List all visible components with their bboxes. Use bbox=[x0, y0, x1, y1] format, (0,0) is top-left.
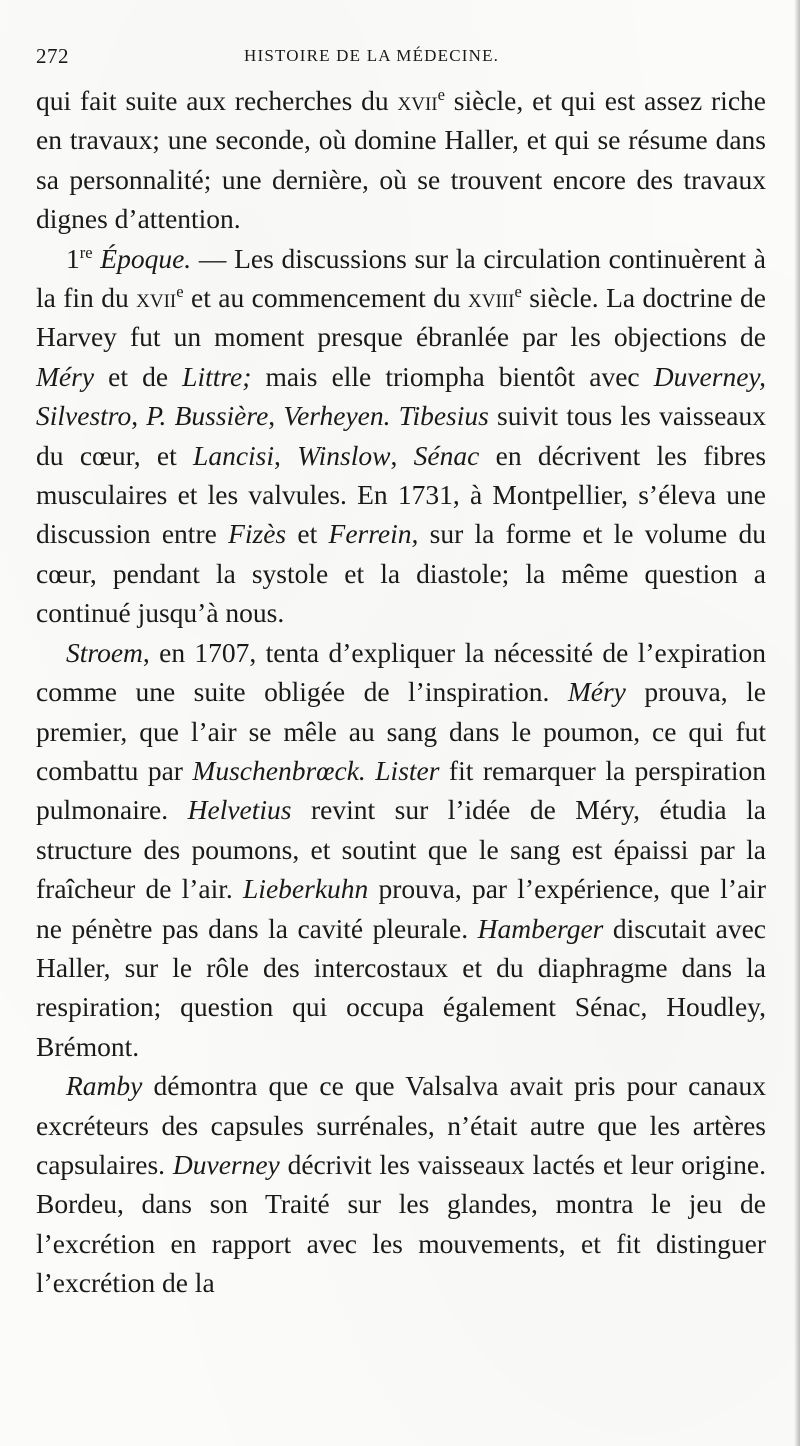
text-run: , bbox=[390, 439, 414, 471]
superscript: re bbox=[79, 242, 93, 262]
text-run: siècle. La doctrine de Harvey fut un moment presque ébranlée par les objections de bbox=[36, 282, 766, 353]
text-run: siècle, et qui est assez riche en travaux; une seconde, où domine Haller, et qui se résume dans sa personnalité; une dernière, où se trouvent encore des travaux dignes d’attention. bbox=[36, 85, 766, 235]
text-run: discutait avec Haller, sur le rôle des intercostaux et du diaphragme dans la respiration; question qui occupa également Sénac, Houdley, Brémont. bbox=[36, 912, 766, 1062]
superscript: e bbox=[176, 281, 184, 301]
text-run: et de bbox=[94, 360, 183, 392]
superscript: e bbox=[437, 84, 445, 104]
century-numeral: xvii bbox=[397, 85, 438, 116]
author-name: Fizès bbox=[228, 518, 287, 550]
text-run: prouva, par l’expérience, que l’air ne pénètre pas dans la cavité pleurale. bbox=[36, 873, 766, 944]
superscript: e bbox=[514, 281, 522, 301]
text-run: et bbox=[286, 518, 329, 550]
text-run: prouva, le premier, que l’air se mêle au sang dans le poumon, ce qui fut combattu par bbox=[36, 676, 766, 786]
text-run: , en 1707, tenta d’expliquer la nécessité de l’expiration comme une suite obligée de l’inspiration. bbox=[36, 636, 766, 708]
author-name: P. Bussière bbox=[146, 400, 269, 432]
author-name: Winslow bbox=[297, 439, 391, 471]
body-text bbox=[36, 81, 766, 1303]
text-run: décrivit les vaisseaux lactés et leur origine. Bordeu, dans son Traité sur les glandes, montra le jeu de l’excrétion en rapport avec les mouvements, et fit distinguer l’excrétion de la bbox=[36, 1148, 766, 1299]
author-name: Méry bbox=[567, 676, 626, 708]
author-name: Hamberger bbox=[477, 912, 604, 944]
epoch-number: 1 bbox=[66, 242, 80, 274]
paragraph-3 bbox=[36, 633, 766, 1066]
author-name: Lister bbox=[375, 754, 440, 786]
epoch-heading: Époque. bbox=[92, 242, 192, 274]
paragraph-4 bbox=[36, 1066, 766, 1302]
text-run: qui fait suite aux recherches du bbox=[36, 85, 398, 116]
paragraph-2 bbox=[36, 239, 766, 633]
text-run: suivit tous les vaisseaux du cœur, et bbox=[36, 400, 767, 471]
page-header bbox=[36, 40, 766, 76]
text-run: mais elle triompha bientôt avec bbox=[251, 360, 654, 392]
author-name: Littre; bbox=[182, 360, 252, 392]
author-name: Sénac bbox=[413, 439, 480, 471]
text-run: revint sur l’idée de Méry, étudia la structure des poumons, et soutint que le sang est épaissi par la fraîcheur de l’air. bbox=[36, 794, 766, 905]
text-run: démontra que ce que Valsalva avait pris pour canaux excréteurs des capsules surrénales, n’était autre que les artères capsulaires. bbox=[36, 1070, 766, 1180]
century-numeral: xvii bbox=[136, 282, 177, 314]
author-name: Méry bbox=[36, 360, 95, 392]
author-name: Stroem bbox=[66, 636, 143, 668]
paragraph-1 bbox=[36, 81, 766, 239]
author-name: Helvetius bbox=[187, 794, 292, 826]
text-run: en décrivent les fibres musculaires et les valvules. En 1731, à Montpellier, s’éleva une discussion entre bbox=[36, 439, 767, 550]
author-name: Muschenbrœck. bbox=[192, 754, 366, 786]
text-run: , bbox=[268, 400, 284, 432]
author-name: Ferrein, bbox=[328, 518, 419, 550]
text-run: , bbox=[131, 400, 147, 432]
author-name: Ramby bbox=[66, 1070, 143, 1102]
text-run: sur la forme et le volume du cœur, pendant la systole et la diastole; la même question a continué jusqu’à nous. bbox=[36, 518, 766, 629]
running-title: HISTOIRE DE LA MÉDECINE. bbox=[244, 46, 500, 65]
author-name: Duverney, Silvestro bbox=[36, 360, 766, 432]
text-run: — Les discussions sur la circulation continuèrent à la fin du bbox=[36, 242, 766, 314]
page-number: 272 bbox=[36, 44, 69, 68]
text-run bbox=[366, 755, 375, 786]
text-run: et au commencement du bbox=[183, 282, 469, 314]
century-numeral: xviii bbox=[468, 282, 515, 314]
author-name: Duverney bbox=[172, 1148, 280, 1180]
text-run: , bbox=[274, 439, 298, 471]
page-edge-shadow bbox=[794, 0, 800, 1446]
author-name: Lancisi bbox=[193, 439, 275, 471]
author-name: Verheyen. Tibesius bbox=[283, 400, 489, 432]
text-run: fit remarquer la perspiration pulmonaire. bbox=[36, 754, 766, 826]
author-name: Lieberkuhn bbox=[243, 873, 369, 905]
